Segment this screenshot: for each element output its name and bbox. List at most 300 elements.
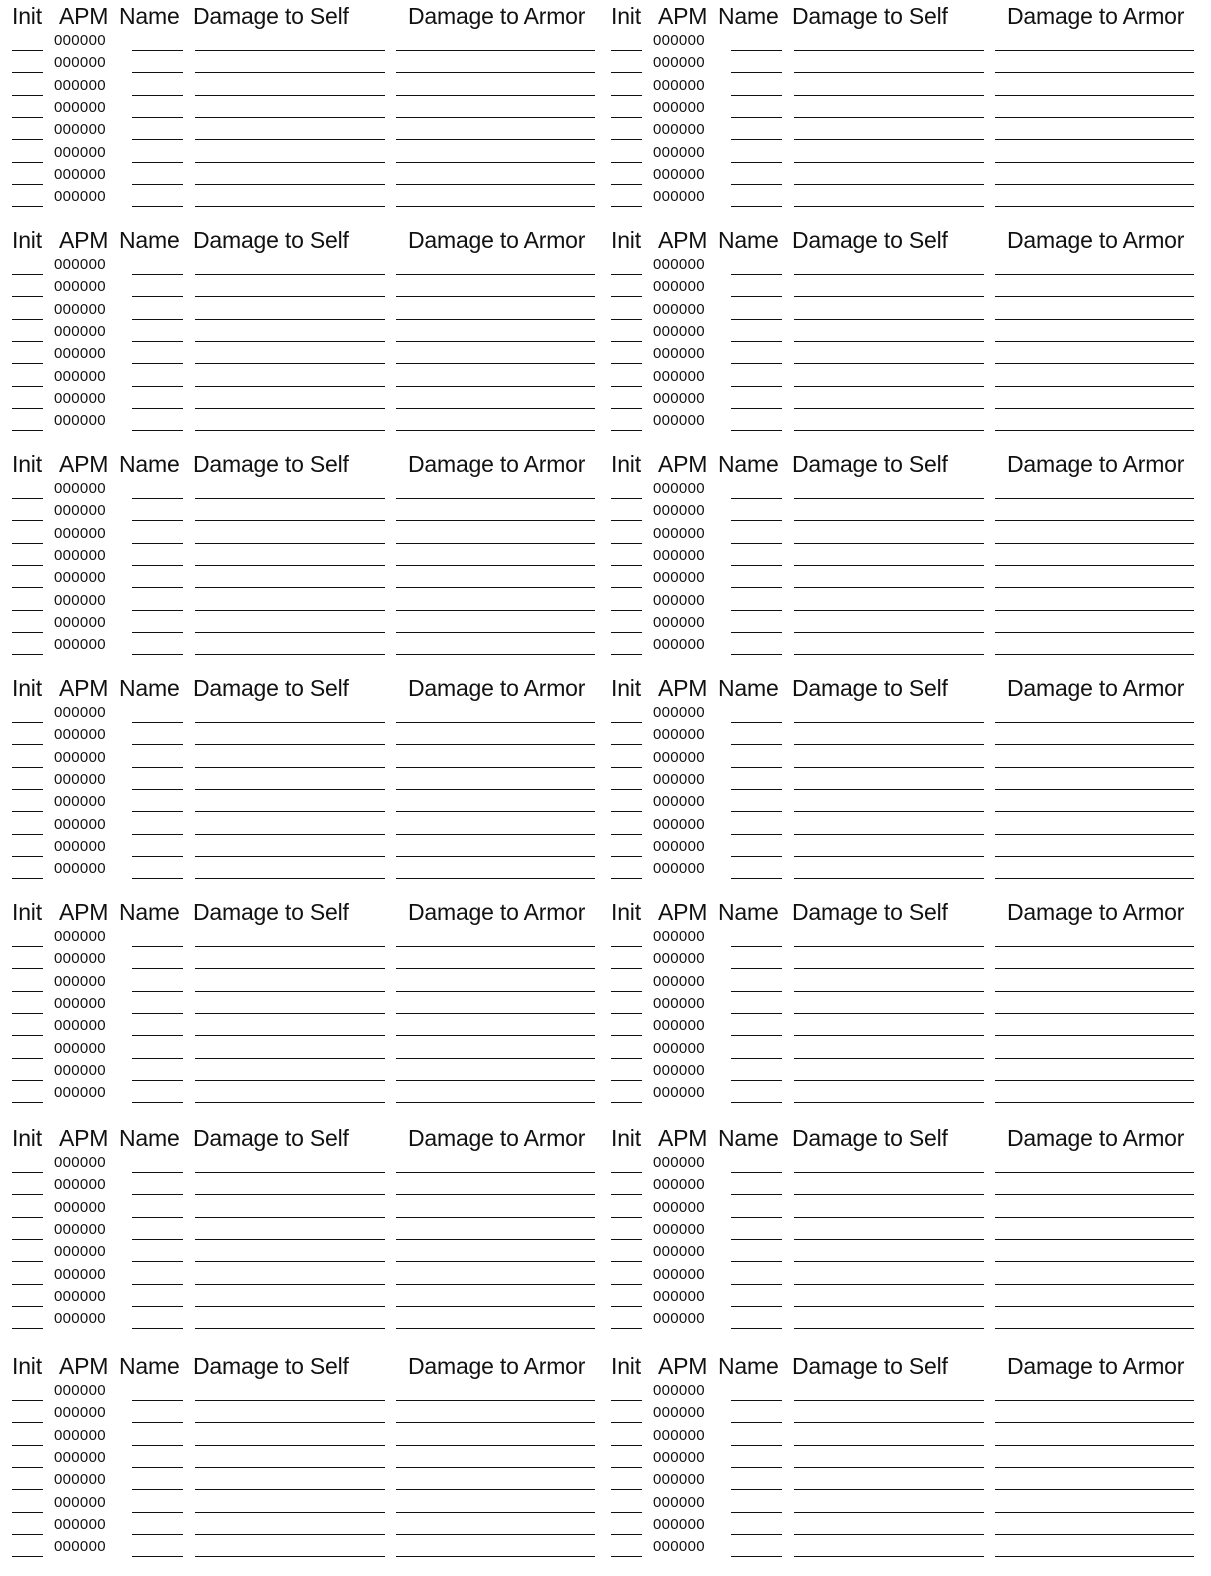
apm-circles[interactable]: 000000 [54,1449,106,1467]
init-blank[interactable] [611,878,642,879]
damage-to-armor-blank[interactable] [396,811,595,812]
apm-circles[interactable]: 000000 [54,367,106,385]
name-blank[interactable] [132,1467,183,1468]
name-blank[interactable] [132,319,183,320]
damage-to-self-blank[interactable] [794,1422,984,1423]
init-blank[interactable] [611,498,642,499]
damage-to-armor-blank[interactable] [995,363,1194,364]
name-blank[interactable] [731,1194,782,1195]
init-blank[interactable] [611,767,642,768]
damage-to-self-blank[interactable] [195,1556,385,1557]
name-blank[interactable] [132,1489,183,1490]
damage-to-self-blank[interactable] [794,386,984,387]
init-blank[interactable] [611,430,642,431]
damage-to-armor-blank[interactable] [396,1013,595,1014]
damage-to-armor-blank[interactable] [995,319,1194,320]
name-blank[interactable] [132,632,183,633]
init-blank[interactable] [12,811,43,812]
damage-to-self-blank[interactable] [195,363,385,364]
init-blank[interactable] [611,1512,642,1513]
damage-to-armor-blank[interactable] [396,654,595,655]
apm-circles[interactable]: 000000 [653,54,705,72]
apm-circles[interactable]: 000000 [54,99,106,117]
apm-circles[interactable]: 000000 [653,793,705,811]
name-blank[interactable] [731,587,782,588]
init-blank[interactable] [12,968,43,969]
damage-to-armor-blank[interactable] [995,206,1194,207]
name-blank[interactable] [132,95,183,96]
damage-to-armor-blank[interactable] [396,1035,595,1036]
damage-to-armor-blank[interactable] [995,72,1194,73]
damage-to-self-blank[interactable] [794,139,984,140]
damage-to-armor-blank[interactable] [995,1080,1194,1081]
apm-circles[interactable]: 000000 [653,1221,705,1239]
apm-circles[interactable]: 000000 [653,1382,705,1399]
name-blank[interactable] [731,1239,782,1240]
name-blank[interactable] [731,408,782,409]
apm-circles[interactable]: 000000 [54,143,106,161]
damage-to-armor-blank[interactable] [995,274,1194,275]
name-blank[interactable] [132,1013,183,1014]
damage-to-self-blank[interactable] [195,1058,385,1059]
damage-to-self-blank[interactable] [195,1306,385,1307]
damage-to-armor-blank[interactable] [396,565,595,566]
damage-to-armor-blank[interactable] [396,1400,595,1401]
damage-to-self-blank[interactable] [195,274,385,275]
apm-circles[interactable]: 000000 [653,256,705,273]
init-blank[interactable] [12,274,43,275]
name-blank[interactable] [132,1058,183,1059]
damage-to-armor-blank[interactable] [396,632,595,633]
damage-to-self-blank[interactable] [794,1306,984,1307]
init-blank[interactable] [611,1239,642,1240]
damage-to-armor-blank[interactable] [396,1422,595,1423]
init-blank[interactable] [12,363,43,364]
init-blank[interactable] [611,1328,642,1329]
init-blank[interactable] [12,386,43,387]
init-blank[interactable] [611,1534,642,1535]
apm-circles[interactable]: 000000 [54,121,106,139]
init-blank[interactable] [611,386,642,387]
init-blank[interactable] [12,1284,43,1285]
damage-to-self-blank[interactable] [195,744,385,745]
apm-circles[interactable]: 000000 [54,793,106,811]
apm-circles[interactable]: 000000 [653,995,705,1013]
name-blank[interactable] [132,386,183,387]
damage-to-armor-blank[interactable] [396,206,595,207]
apm-circles[interactable]: 000000 [54,1310,106,1328]
apm-circles[interactable]: 000000 [54,524,106,542]
apm-circles[interactable]: 000000 [653,502,705,520]
damage-to-self-blank[interactable] [195,587,385,588]
name-blank[interactable] [731,1284,782,1285]
damage-to-self-blank[interactable] [794,363,984,364]
init-blank[interactable] [611,543,642,544]
damage-to-armor-blank[interactable] [396,789,595,790]
damage-to-self-blank[interactable] [195,543,385,544]
damage-to-armor-blank[interactable] [995,95,1194,96]
name-blank[interactable] [132,1328,183,1329]
name-blank[interactable] [132,1534,183,1535]
apm-circles[interactable]: 000000 [54,1154,106,1171]
damage-to-armor-blank[interactable] [396,117,595,118]
damage-to-self-blank[interactable] [794,1534,984,1535]
damage-to-armor-blank[interactable] [396,319,595,320]
apm-circles[interactable]: 000000 [54,32,106,49]
init-blank[interactable] [12,946,43,947]
damage-to-self-blank[interactable] [794,834,984,835]
damage-to-armor-blank[interactable] [995,117,1194,118]
damage-to-self-blank[interactable] [195,1328,385,1329]
name-blank[interactable] [132,1194,183,1195]
damage-to-self-blank[interactable] [794,408,984,409]
damage-to-self-blank[interactable] [195,520,385,521]
damage-to-armor-blank[interactable] [396,430,595,431]
damage-to-self-blank[interactable] [195,1489,385,1490]
damage-to-self-blank[interactable] [195,408,385,409]
damage-to-self-blank[interactable] [794,767,984,768]
damage-to-armor-blank[interactable] [995,1512,1194,1513]
damage-to-armor-blank[interactable] [396,1102,595,1103]
name-blank[interactable] [731,274,782,275]
damage-to-self-blank[interactable] [794,1556,984,1557]
damage-to-armor-blank[interactable] [396,95,595,96]
init-blank[interactable] [611,50,642,51]
damage-to-self-blank[interactable] [794,1489,984,1490]
name-blank[interactable] [731,1102,782,1103]
apm-circles[interactable]: 000000 [54,838,106,856]
apm-circles[interactable]: 000000 [54,1017,106,1035]
init-blank[interactable] [12,162,43,163]
damage-to-self-blank[interactable] [794,610,984,611]
name-blank[interactable] [731,789,782,790]
damage-to-self-blank[interactable] [794,520,984,521]
init-blank[interactable] [12,1035,43,1036]
init-blank[interactable] [12,1400,43,1401]
damage-to-armor-blank[interactable] [396,1194,595,1195]
apm-circles[interactable]: 000000 [653,1039,705,1057]
init-blank[interactable] [611,1058,642,1059]
damage-to-armor-blank[interactable] [396,1306,595,1307]
damage-to-self-blank[interactable] [794,744,984,745]
damage-to-armor-blank[interactable] [995,1556,1194,1557]
name-blank[interactable] [731,386,782,387]
name-blank[interactable] [731,543,782,544]
apm-circles[interactable]: 000000 [653,569,705,587]
damage-to-armor-blank[interactable] [396,1172,595,1173]
init-blank[interactable] [12,1239,43,1240]
apm-circles[interactable]: 000000 [54,1382,106,1399]
apm-circles[interactable]: 000000 [54,1265,106,1283]
name-blank[interactable] [731,498,782,499]
init-blank[interactable] [12,856,43,857]
damage-to-armor-blank[interactable] [995,1035,1194,1036]
damage-to-self-blank[interactable] [794,1445,984,1446]
apm-circles[interactable]: 000000 [54,591,106,609]
name-blank[interactable] [731,206,782,207]
name-blank[interactable] [731,1306,782,1307]
init-blank[interactable] [12,1013,43,1014]
apm-circles[interactable]: 000000 [653,1426,705,1444]
name-blank[interactable] [731,430,782,431]
init-blank[interactable] [611,363,642,364]
damage-to-armor-blank[interactable] [995,654,1194,655]
name-blank[interactable] [731,1058,782,1059]
damage-to-armor-blank[interactable] [995,722,1194,723]
damage-to-self-blank[interactable] [195,139,385,140]
damage-to-armor-blank[interactable] [995,946,1194,947]
name-blank[interactable] [132,1102,183,1103]
name-blank[interactable] [132,206,183,207]
apm-circles[interactable]: 000000 [54,995,106,1013]
init-blank[interactable] [611,811,642,812]
damage-to-armor-blank[interactable] [995,1400,1194,1401]
init-blank[interactable] [611,1556,642,1557]
damage-to-armor-blank[interactable] [995,341,1194,342]
init-blank[interactable] [611,654,642,655]
init-blank[interactable] [611,1261,642,1262]
apm-circles[interactable]: 000000 [653,323,705,341]
init-blank[interactable] [611,341,642,342]
damage-to-armor-blank[interactable] [396,1489,595,1490]
name-blank[interactable] [731,744,782,745]
init-blank[interactable] [611,968,642,969]
apm-circles[interactable]: 000000 [54,1039,106,1057]
init-blank[interactable] [12,543,43,544]
apm-circles[interactable]: 000000 [653,1017,705,1035]
damage-to-armor-blank[interactable] [396,767,595,768]
damage-to-self-blank[interactable] [794,1261,984,1262]
name-blank[interactable] [132,722,183,723]
damage-to-self-blank[interactable] [794,341,984,342]
init-blank[interactable] [12,72,43,73]
init-blank[interactable] [12,95,43,96]
init-blank[interactable] [611,139,642,140]
apm-circles[interactable]: 000000 [54,188,106,206]
init-blank[interactable] [12,1261,43,1262]
apm-circles[interactable]: 000000 [54,256,106,273]
damage-to-self-blank[interactable] [195,767,385,768]
damage-to-armor-blank[interactable] [396,1058,595,1059]
apm-circles[interactable]: 000000 [653,860,705,878]
apm-circles[interactable]: 000000 [54,1493,106,1511]
damage-to-self-blank[interactable] [195,95,385,96]
apm-circles[interactable]: 000000 [653,1310,705,1328]
damage-to-self-blank[interactable] [794,789,984,790]
apm-circles[interactable]: 000000 [54,771,106,789]
damage-to-self-blank[interactable] [195,991,385,992]
init-blank[interactable] [611,1013,642,1014]
name-blank[interactable] [731,632,782,633]
name-blank[interactable] [132,50,183,51]
init-blank[interactable] [12,1102,43,1103]
name-blank[interactable] [132,1284,183,1285]
damage-to-armor-blank[interactable] [396,72,595,73]
init-blank[interactable] [611,274,642,275]
name-blank[interactable] [731,610,782,611]
init-blank[interactable] [611,1422,642,1423]
apm-circles[interactable]: 000000 [653,547,705,565]
damage-to-armor-blank[interactable] [995,430,1194,431]
damage-to-self-blank[interactable] [195,50,385,51]
apm-circles[interactable]: 000000 [653,1516,705,1534]
damage-to-self-blank[interactable] [195,722,385,723]
name-blank[interactable] [731,1489,782,1490]
init-blank[interactable] [12,319,43,320]
damage-to-armor-blank[interactable] [995,498,1194,499]
damage-to-armor-blank[interactable] [396,946,595,947]
damage-to-armor-blank[interactable] [995,1172,1194,1173]
damage-to-armor-blank[interactable] [995,811,1194,812]
damage-to-armor-blank[interactable] [396,1328,595,1329]
init-blank[interactable] [12,789,43,790]
damage-to-self-blank[interactable] [794,50,984,51]
damage-to-self-blank[interactable] [794,1400,984,1401]
name-blank[interactable] [731,184,782,185]
damage-to-self-blank[interactable] [794,296,984,297]
name-blank[interactable] [132,610,183,611]
apm-circles[interactable]: 000000 [54,726,106,744]
init-blank[interactable] [12,632,43,633]
init-blank[interactable] [12,834,43,835]
damage-to-self-blank[interactable] [794,430,984,431]
damage-to-self-blank[interactable] [794,543,984,544]
init-blank[interactable] [12,1489,43,1490]
damage-to-self-blank[interactable] [794,1013,984,1014]
damage-to-armor-blank[interactable] [995,1194,1194,1195]
apm-circles[interactable]: 000000 [54,502,106,520]
apm-circles[interactable]: 000000 [54,480,106,497]
damage-to-self-blank[interactable] [794,946,984,947]
damage-to-armor-blank[interactable] [995,1058,1194,1059]
damage-to-armor-blank[interactable] [396,1467,595,1468]
apm-circles[interactable]: 000000 [54,950,106,968]
init-blank[interactable] [611,117,642,118]
name-blank[interactable] [731,1261,782,1262]
damage-to-armor-blank[interactable] [995,1102,1194,1103]
damage-to-self-blank[interactable] [195,610,385,611]
init-blank[interactable] [611,1172,642,1173]
name-blank[interactable] [731,722,782,723]
name-blank[interactable] [132,363,183,364]
damage-to-armor-blank[interactable] [396,543,595,544]
apm-circles[interactable]: 000000 [54,1084,106,1102]
init-blank[interactable] [12,610,43,611]
damage-to-self-blank[interactable] [794,878,984,879]
name-blank[interactable] [731,296,782,297]
name-blank[interactable] [132,1080,183,1081]
init-blank[interactable] [12,1058,43,1059]
damage-to-self-blank[interactable] [794,1080,984,1081]
damage-to-self-blank[interactable] [195,1080,385,1081]
apm-circles[interactable]: 000000 [54,323,106,341]
damage-to-self-blank[interactable] [794,206,984,207]
damage-to-armor-blank[interactable] [396,968,595,969]
damage-to-self-blank[interactable] [195,296,385,297]
init-blank[interactable] [12,408,43,409]
name-blank[interactable] [132,1422,183,1423]
apm-circles[interactable]: 000000 [54,748,106,766]
damage-to-armor-blank[interactable] [995,50,1194,51]
damage-to-self-blank[interactable] [794,1239,984,1240]
damage-to-armor-blank[interactable] [995,1445,1194,1446]
damage-to-self-blank[interactable] [195,1261,385,1262]
name-blank[interactable] [731,767,782,768]
init-blank[interactable] [12,184,43,185]
damage-to-armor-blank[interactable] [995,1306,1194,1307]
apm-circles[interactable]: 000000 [54,636,106,654]
name-blank[interactable] [731,319,782,320]
name-blank[interactable] [731,565,782,566]
init-blank[interactable] [12,722,43,723]
damage-to-armor-blank[interactable] [995,1217,1194,1218]
name-blank[interactable] [731,878,782,879]
apm-circles[interactable]: 000000 [54,860,106,878]
name-blank[interactable] [132,1261,183,1262]
init-blank[interactable] [12,1194,43,1195]
name-blank[interactable] [731,1217,782,1218]
init-blank[interactable] [12,1467,43,1468]
name-blank[interactable] [731,946,782,947]
apm-circles[interactable]: 000000 [54,1288,106,1306]
damage-to-self-blank[interactable] [195,632,385,633]
init-blank[interactable] [12,1217,43,1218]
init-blank[interactable] [611,1102,642,1103]
damage-to-armor-blank[interactable] [396,610,595,611]
name-blank[interactable] [731,1534,782,1535]
damage-to-self-blank[interactable] [794,1194,984,1195]
apm-circles[interactable]: 000000 [653,950,705,968]
name-blank[interactable] [731,968,782,969]
name-blank[interactable] [132,274,183,275]
apm-circles[interactable]: 000000 [54,1176,106,1194]
apm-circles[interactable]: 000000 [653,614,705,632]
init-blank[interactable] [611,744,642,745]
damage-to-self-blank[interactable] [794,1058,984,1059]
damage-to-armor-blank[interactable] [995,543,1194,544]
damage-to-self-blank[interactable] [794,274,984,275]
damage-to-armor-blank[interactable] [995,1534,1194,1535]
init-blank[interactable] [611,834,642,835]
damage-to-self-blank[interactable] [794,498,984,499]
apm-circles[interactable]: 000000 [653,1404,705,1422]
damage-to-self-blank[interactable] [794,654,984,655]
damage-to-armor-blank[interactable] [995,1239,1194,1240]
damage-to-armor-blank[interactable] [995,386,1194,387]
apm-circles[interactable]: 000000 [653,726,705,744]
damage-to-self-blank[interactable] [195,162,385,163]
damage-to-self-blank[interactable] [195,1239,385,1240]
apm-circles[interactable]: 000000 [653,480,705,497]
apm-circles[interactable]: 000000 [54,1062,106,1080]
init-blank[interactable] [611,296,642,297]
name-blank[interactable] [731,139,782,140]
name-blank[interactable] [731,811,782,812]
init-blank[interactable] [611,789,642,790]
damage-to-self-blank[interactable] [195,1534,385,1535]
name-blank[interactable] [132,834,183,835]
damage-to-armor-blank[interactable] [995,1261,1194,1262]
apm-circles[interactable]: 000000 [653,390,705,408]
damage-to-armor-blank[interactable] [396,341,595,342]
damage-to-armor-blank[interactable] [995,1489,1194,1490]
apm-circles[interactable]: 000000 [653,928,705,945]
damage-to-armor-blank[interactable] [995,856,1194,857]
name-blank[interactable] [731,991,782,992]
name-blank[interactable] [132,968,183,969]
name-blank[interactable] [731,117,782,118]
apm-circles[interactable]: 000000 [54,390,106,408]
